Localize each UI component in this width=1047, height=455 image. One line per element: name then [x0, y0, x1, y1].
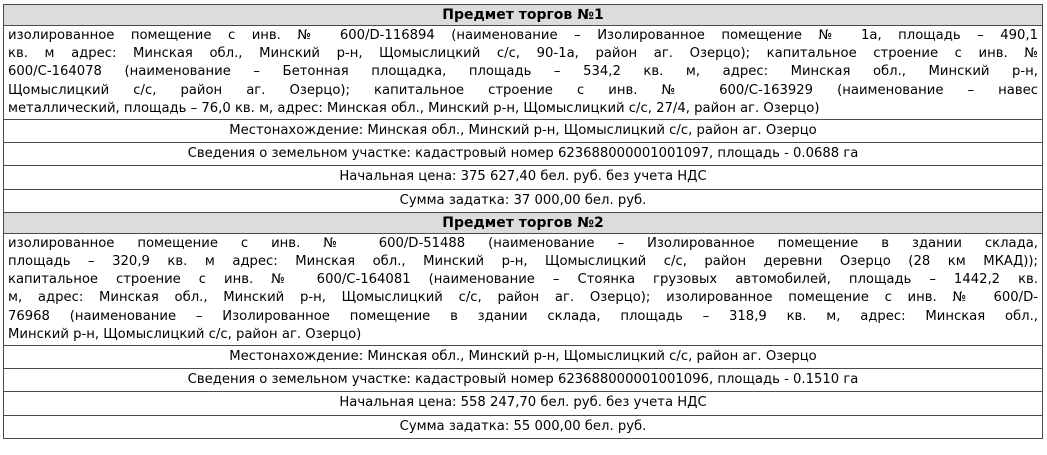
lot-1-description-line: изолированное помещение с инв. № 600/D-116894 (наименование – Изолированное помещение № 1а, площадь – 490,1 — [8, 28, 1038, 43]
lot-1-description-line: металлический, площадь – 76,0 кв. м, адрес: Минская обл., Минский р-н, Щомыслицкий с/с, 27/4, район аг. Озерцо) — [8, 100, 820, 116]
lot-1-deposit-row — [4, 189, 1043, 212]
lot-1-description-row — [4, 26, 1043, 120]
lot-2-deposit: Сумма задатка: 55 000,00 бел. руб. — [4, 415, 1043, 438]
lot-2-description-row — [4, 233, 1043, 345]
lot-2-land-info-row — [4, 369, 1043, 392]
lot-2-start-price-row — [4, 392, 1043, 415]
lot-2-location: Местонахождение: Минская обл., Минский р-н, Щомыслицкий с/с, район аг. Озерцо — [4, 346, 1043, 369]
lot-2-title: Предмет торгов №2 — [4, 212, 1043, 233]
lot-2-header-row — [4, 212, 1043, 233]
lot-1-land-info: Сведения о земельном участке: кадастровый номер 623688000001001097, площадь - 0.0688 га — [4, 143, 1043, 166]
lot-2-description-line: изолированное помещение с инв. № 600/D-51488 (наименование – Изолированное помещение в здании склада, — [8, 235, 1038, 251]
lot-1-title: Предмет торгов №1 — [4, 5, 1043, 26]
lot-1-location-row — [4, 120, 1043, 143]
auction-lots-table — [3, 4, 1043, 439]
lot-1-description-line: кв. м адрес: Минская обл., Минский р-н, Щомыслицкий с/с, 90-1а, район аг. Озерцо); капитальное строение с инв. № — [8, 46, 1038, 62]
lot-1-location: Местонахождение: Минская обл., Минский р-н, Щомыслицкий с/с, район аг. Озерцо — [4, 120, 1043, 143]
lot-1-description — [4, 26, 1043, 120]
lot-2-start-price: Начальная цена: 558 247,70 бел. руб. без учета НДС — [4, 392, 1043, 415]
lot-2-description-line: капитальное строение с инв. № 600/С-164081 (наименование – Стоянка грузовых автомобилей, площадь – 1442,2 кв. — [8, 272, 1038, 288]
lot-1-land-info-row — [4, 143, 1043, 166]
lot-2-deposit-row — [4, 415, 1043, 438]
lot-2-description-line: м, адрес: Минская обл., Минский р-н, Щомыслицкий с/с, район аг. Озерцо); изолированное помещение с инв. № 600/D- — [8, 290, 1038, 306]
lot-2-location-row — [4, 346, 1043, 369]
lot-1-description-line: Щомыслицкий с/с, район аг. Озерцо); капитальное строение с инв. № 600/С-163929 (наименование – навес — [8, 82, 1038, 98]
lot-2-description — [4, 233, 1043, 345]
lot-2-description-line: площадь – 320,9 кв. м адрес: Минская обл., Минский р-н, Щомыслицкий с/с, район деревни Озерцо (28 км МКАД)); — [8, 254, 1038, 270]
lot-1-header-row — [4, 5, 1043, 26]
lot-1-description-line: 600/С-164078 (наименование – Бетонная площадка, площадь – 534,2 кв. м, адрес: Минская обл., Минский р-н, — [8, 64, 1038, 80]
lot-1-start-price-row — [4, 166, 1043, 189]
lot-1-deposit: Сумма задатка: 37 000,00 бел. руб. — [4, 189, 1043, 212]
lot-1-start-price: Начальная цена: 375 627,40 бел. руб. без учета НДС — [4, 166, 1043, 189]
lot-2-description-line: Минский р-н, Щомыслицкий с/с, район аг. Озерцо) — [8, 326, 362, 342]
lot-2-land-info: Сведения о земельном участке: кадастровый номер 623688000001001096, площадь - 0.1510 га — [4, 369, 1043, 392]
lot-2-description-line: 76968 (наименование – Изолированное помещение в здании склада, площадь – 318,9 кв. м, адрес: Минская обл., — [8, 308, 1038, 324]
